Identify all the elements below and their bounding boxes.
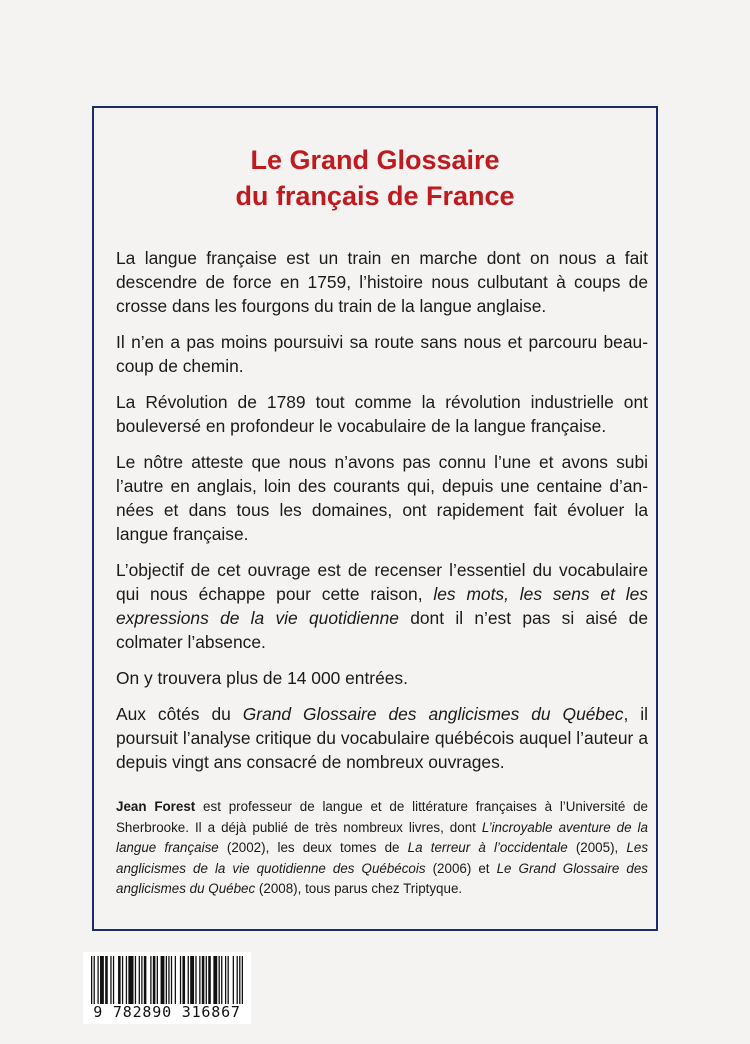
bio-text-2: (2002), les deux tomes de (218, 840, 408, 855)
bio-book-2: La terreur à l’occidentale (407, 840, 568, 855)
bio-text-5: (2008), tous parus chez Triptyque. (255, 881, 463, 896)
isbn-barcode (83, 952, 251, 1024)
bio-text-4: (2006) et (425, 860, 497, 876)
title-line-2: du français de France (235, 181, 515, 211)
p5-italic: les mots, les sens et les expressions de la vie quotidienne (116, 584, 649, 628)
p7-italic: Grand Glossaire des anglicismes du Québec (242, 704, 624, 724)
bio-book-1: L’incroyable aventure de la langue française (116, 819, 648, 855)
blurb-paragraph-5 (116, 558, 648, 654)
p7-text-a: Aux côtés du (116, 704, 243, 724)
author-name: Jean Forest (116, 799, 196, 814)
isbn-digits: 9 782890 316867 (93, 1003, 241, 1021)
blurb-paragraph-4: Le nôtre atteste que nous n’avons pas connu l’une et avons subi l’autre en anglais, loin des courants qui, depuis une centaine d’années et dans tous les domaines, ont rapidement fait évoluer la langue française. (116, 452, 648, 544)
p5-text-c: dont il n’est pas si aisé de colmater l’absence. (116, 608, 648, 652)
p5-text-a: L’objectif de cet ouvrage est de recenser l’essentiel du vocabulaire qui nous échappe pour cette raison, (116, 560, 648, 604)
title-line-1: Le Grand Glossaire (250, 145, 500, 175)
blurb-paragraph-3: La Révolution de 1789 tout comme la révolution industrielle ont bouleversé en profondeur le vocabulaire de la langue française. (116, 392, 648, 436)
author-bio (116, 797, 648, 900)
blurb (116, 246, 648, 786)
bio-book-3: Les anglicismes de la vie quotidienne des Québécois (116, 840, 649, 876)
blurb-paragraph-1: La langue française est un train en marche dont on nous a fait descendre de force en 1759, l’histoire nous culbutant à coups de crosse dans les fourgons du train de la langue anglaise. (116, 248, 648, 316)
blurb-paragraph-7 (116, 702, 648, 774)
book-title (0, 142, 750, 214)
p7-text-c: , il poursuit l’analyse critique du vocabulaire québécois auquel l’auteur a depuis vingt ans consacré de nombreux ouvrages. (116, 704, 648, 772)
blurb-paragraph-2: Il n’en a pas moins poursuivi sa route sans nous et parcouru beaucoup de chemin. (116, 332, 648, 376)
bio-text-1: est professeur de langue et de littérature françaises à l’Université de Sherbrooke. Il a déjà publié de très nombreux livres, dont (116, 799, 648, 835)
bio-book-4: Le Grand Glossaire des anglicismes du Québec (116, 860, 648, 896)
barcode-bars (91, 956, 243, 1004)
bio-text-3: (2005), (567, 840, 627, 855)
blurb-paragraph-6: On y trouvera plus de 14 000 entrées. (116, 668, 408, 688)
